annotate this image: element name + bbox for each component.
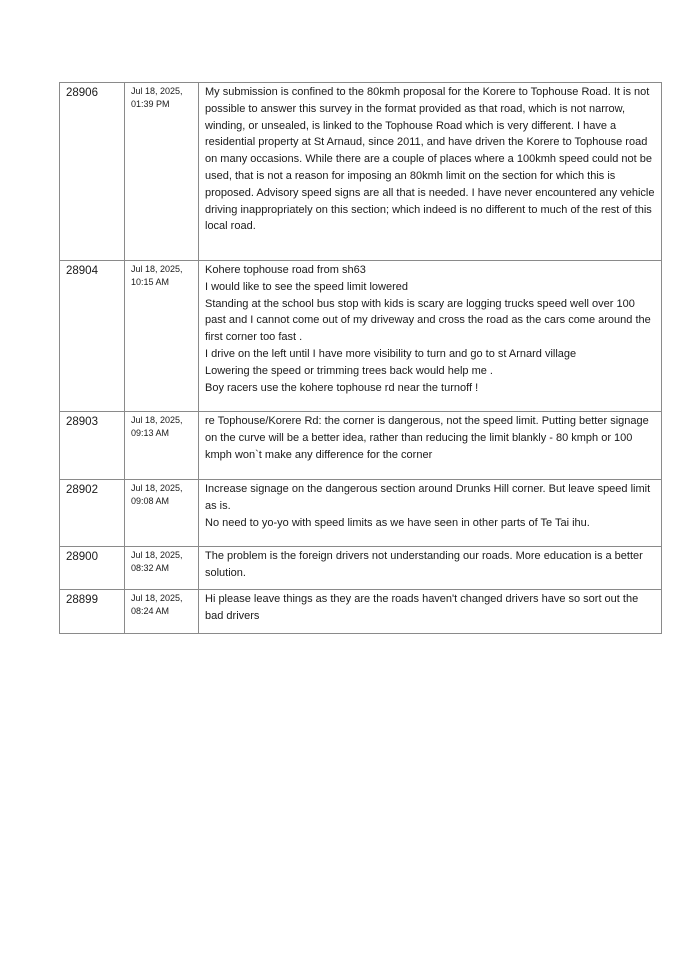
submission-id: 28906 (66, 87, 98, 99)
submission-text-cell (199, 83, 662, 261)
submission-date-cell (125, 261, 199, 412)
submission-date-cell (125, 547, 199, 590)
submission-id-cell (60, 547, 125, 590)
submission-text: The problem is the foreign drivers not understanding our roads. More education is a better solution. (205, 550, 643, 579)
submission-text-cell (199, 412, 662, 480)
submission-text: Increase signage on the dangerous section around Drunks Hill corner. But leave speed limit as is. No need to yo-yo with speed limits as we have seen in other parts of Te Tai ihu. (205, 483, 651, 529)
submission-id: 28902 (66, 484, 98, 496)
submission-date: Jul 18, 2025, 08:24 AM (131, 593, 183, 616)
submission-id-cell (60, 83, 125, 261)
submission-date: Jul 18, 2025, 10:15 AM (131, 264, 183, 287)
submission-date-cell (125, 480, 199, 547)
submission-text: re Tophouse/Korere Rd: the corner is dangerous, not the speed limit. Putting better signage on the curve will be a better idea, rather than reducing the limit blankly - 80 kmph or 100 kmph won`t make any difference for the corner (205, 415, 649, 461)
submission-date: Jul 18, 2025, 09:08 AM (131, 483, 183, 506)
submission-id: 28903 (66, 416, 98, 428)
submission-id: 28904 (66, 265, 98, 277)
submission-text-cell (199, 261, 662, 412)
submissions-table-body (60, 83, 662, 634)
submission-date: Jul 18, 2025, 09:13 AM (131, 415, 183, 438)
submission-id-cell (60, 590, 125, 634)
submission-date-cell (125, 83, 199, 261)
submission-text: Kohere tophouse road from sh63 I would like to see the speed limit lowered Standing at the school bus stop with kids is scary are logging trucks speed well over 100 past and I cannot come out of my driveway and cross the road as the cars come around the first corner too fast . I drive on the left until I have more visibility to turn and go to st Arnard village Lowering the speed or trimming trees back would help me . Boy racers use the kohere tophouse rd near the turnoff ! (205, 264, 651, 394)
submission-id: 28899 (66, 594, 98, 606)
submission-date: Jul 18, 2025, 08:32 AM (131, 550, 183, 573)
submission-date-cell (125, 590, 199, 634)
submission-text: Hi please leave things as they are the roads haven't changed drivers have so sort out the bad drivers (205, 593, 639, 622)
submission-id-cell (60, 412, 125, 480)
submission-date: Jul 18, 2025, 01:39 PM (131, 86, 183, 109)
table-row (60, 412, 662, 480)
submission-id: 28900 (66, 551, 98, 563)
table-row (60, 261, 662, 412)
table-row (60, 83, 662, 261)
submissions-table (59, 82, 662, 634)
table-row (60, 547, 662, 590)
submission-id-cell (60, 480, 125, 547)
submission-date-cell (125, 412, 199, 480)
submission-id-cell (60, 261, 125, 412)
submission-text: My submission is confined to the 80kmh proposal for the Korere to Tophouse Road. It is not possible to answer this survey in the format provided as that road, which is not narrow, winding, or unsealed, is linked to the Tophouse Road which is very different. I have a residential property at St Arnaud, since 2011, and have driven the Korere to Tophouse road on many occasions. While there are a couple of places where a 100kmh speed could not be used, that is not a reason for imposing an 80kmh limit on the section for which this is proposed. Advisory speed signs are all that is needed. I have never encountered any vehicle driving inappropriately on this section; which indeed is no different to much of the rest of this local road. (205, 86, 655, 233)
submission-text-cell (199, 480, 662, 547)
submission-text-cell (199, 547, 662, 590)
table-row (60, 480, 662, 547)
submission-text-cell (199, 590, 662, 634)
table-row (60, 590, 662, 634)
